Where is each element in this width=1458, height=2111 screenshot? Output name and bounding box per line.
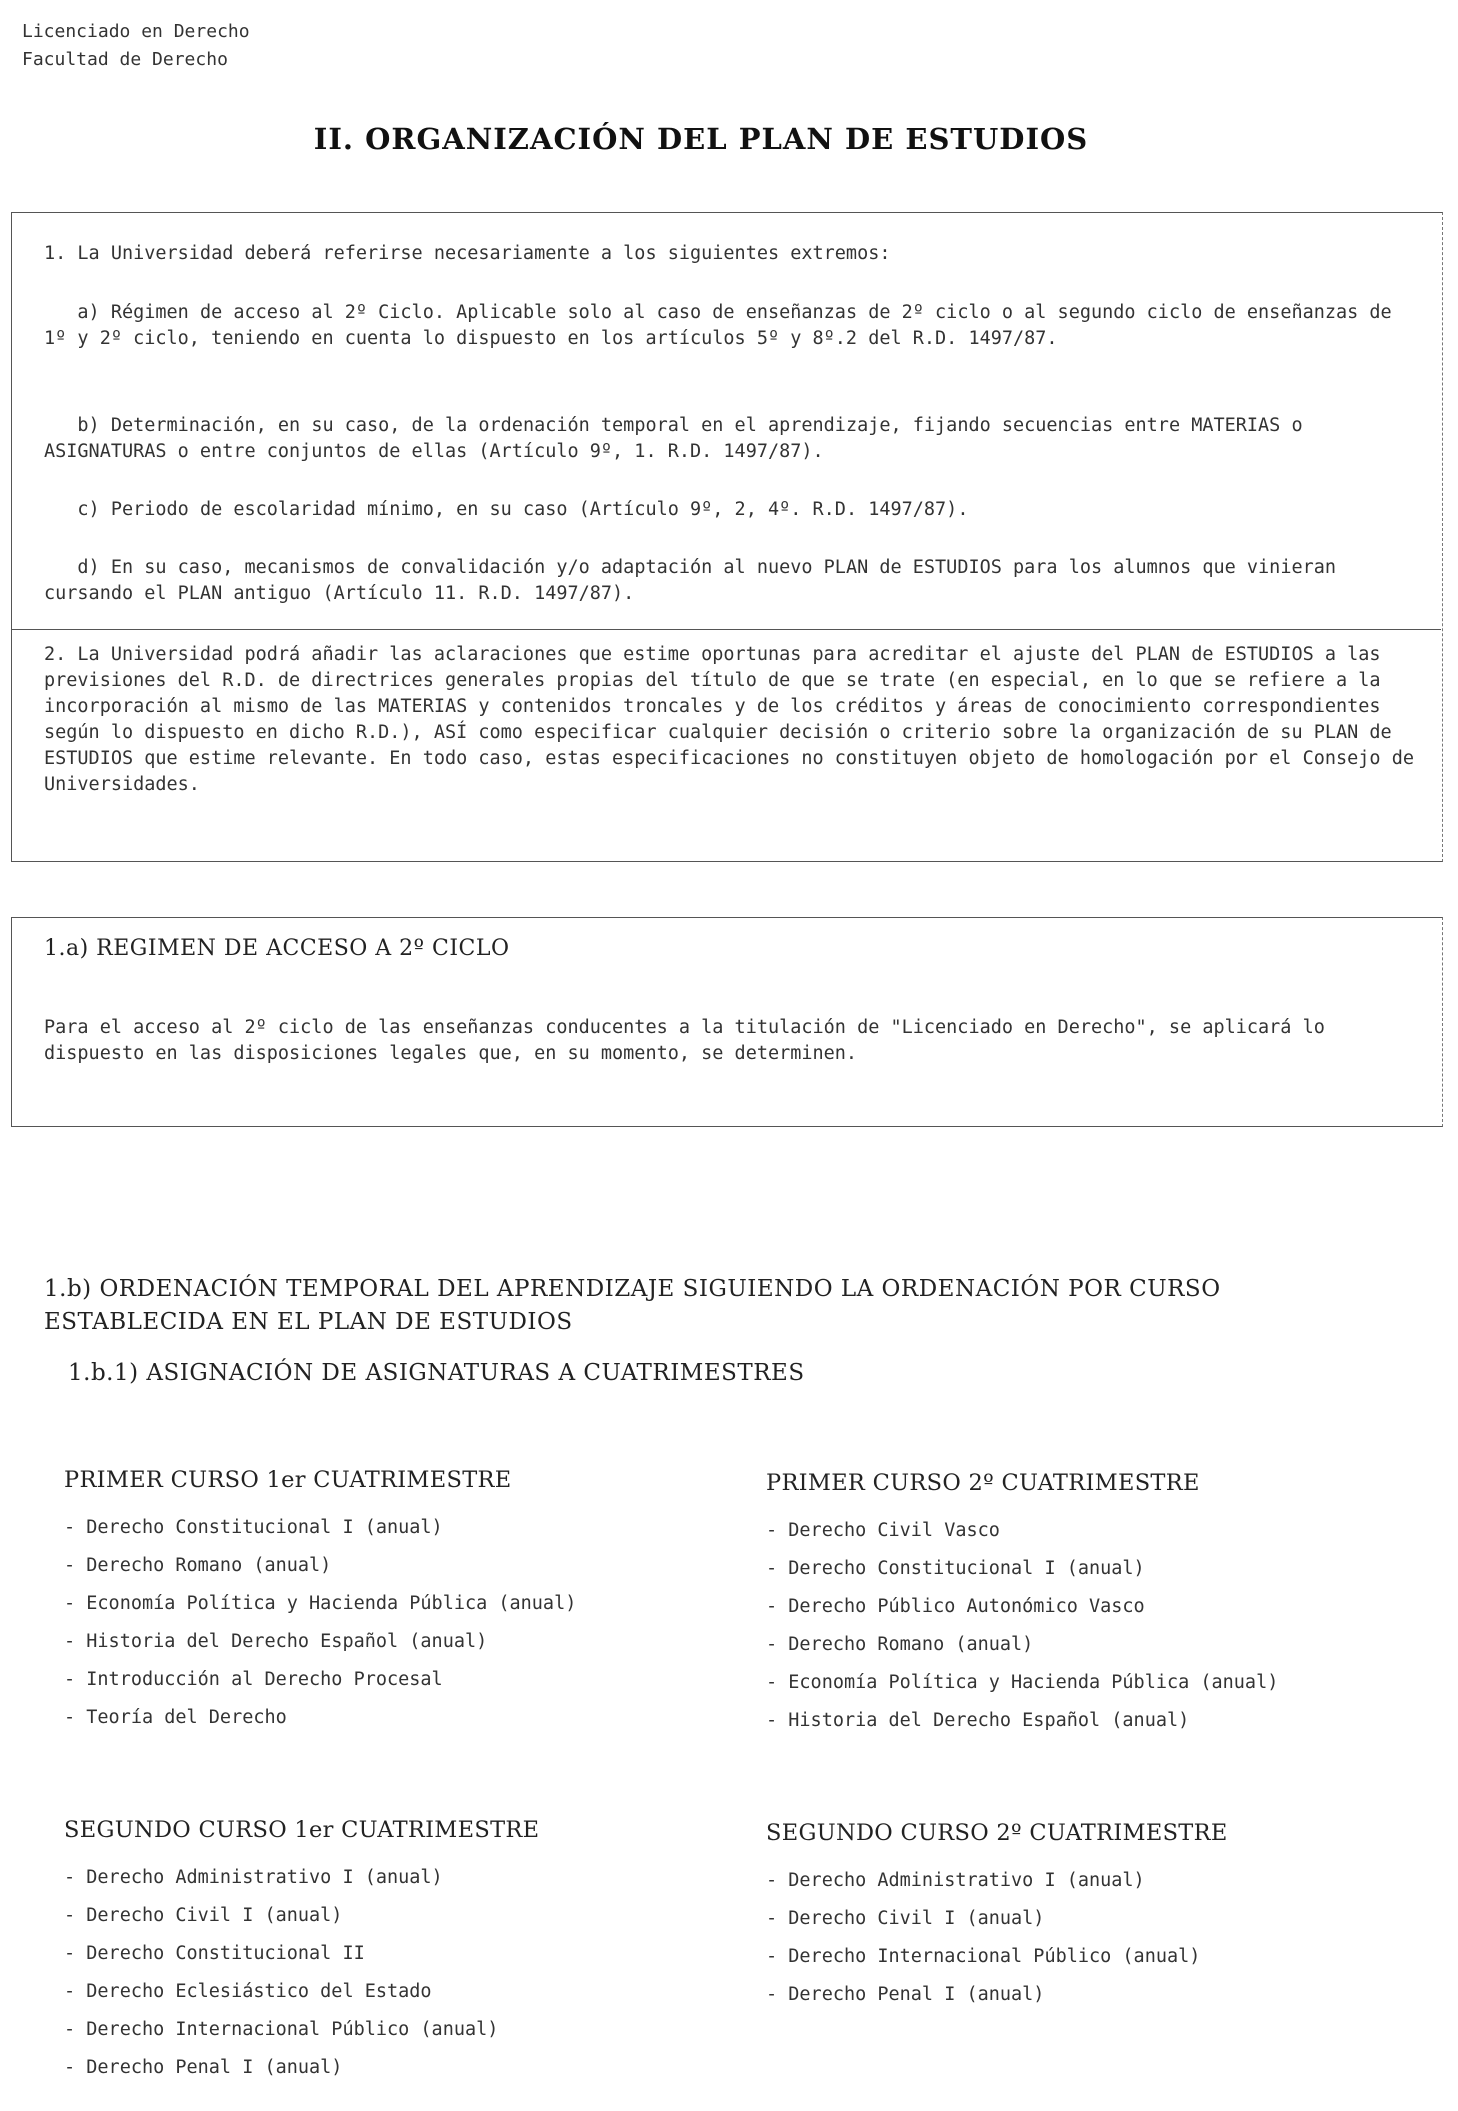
faculty-name: Facultad de Derecho [22,49,228,70]
subject-item: - Derecho Romano (anual) [64,1555,332,1576]
section-b1-subheading: 1.b.1) ASIGNACIÓN DE ASIGNATURAS A CUATRIMESTRES [68,1360,805,1386]
block-title: PRIMER CURSO 2º CUATRIMESTRE [766,1470,1200,1496]
instructions-intro: 1. La Universidad deberá referirse necesariamente a los siguientes extremos: [44,243,891,264]
instructions-item-b: b) Determinación, en su caso, de la ordenación temporal en el aprendizaje, fijando secuencias entre MATERIAS o ASIGNATURAS o entre conjuntos de ellas (Artículo 9º, 1. R.D. 1497/87). [44,415,1314,462]
page-title: II. ORGANIZACIÓN DEL PLAN DE ESTUDIOS [313,122,1089,156]
instructions-divider [11,629,1441,630]
second-year-semester-1 [64,1817,539,2087]
subject-item: - Derecho Constitucional I (anual) [766,1558,1145,1579]
subject-item: - Derecho Civil I (anual) [64,1905,343,1926]
subject-item: - Economía Política y Hacienda Pública (anual) [64,1593,577,1614]
first-year-semester-1 [64,1467,576,1737]
subject-item: - Derecho Civil I (anual) [766,1908,1045,1929]
subject-item: - Derecho Constitucional I (anual) [64,1517,443,1538]
subject-item: - Derecho Penal I (anual) [64,2057,343,2078]
instructions-item-d: d) En su caso, mecanismos de convalidación y/o adaptación al nuevo PLAN de ESTUDIOS para los alumnos que vinieran cursando el PLAN antiguo (Artículo 11. R.D. 1497/87). [44,557,1348,604]
subject-item: - Derecho Público Autonómico Vasco [766,1596,1145,1617]
block-title: SEGUNDO CURSO 1er CUATRIMESTRE [64,1817,540,1843]
subject-item: - Derecho Eclesiástico del Estado [64,1981,432,2002]
instructions-item-c: c) Periodo de escolaridad mínimo, en su caso (Artículo 9º, 2, 4º. R.D. 1497/87). [44,499,969,520]
subject-item: - Derecho Penal I (anual) [766,1984,1045,2005]
subject-item: - Derecho Administrativo I (anual) [766,1870,1145,1891]
subject-item: - Derecho Internacional Público (anual) [64,2019,499,2040]
access-regime-text: Para el acceso al 2º ciclo de las enseñanzas conducentes a la titulación de "Licenciado en Derecho", se aplicará lo dispuesto en las disposiciones legales que, en su momento, se determinen. [44,1017,1337,1064]
subject-item: - Historia del Derecho Español (anual) [64,1631,488,1652]
subject-item: - Introducción al Derecho Procesal [64,1669,443,1690]
subject-item: - Teoría del Derecho [64,1707,287,1728]
section-b-heading: 1.b) ORDENACIÓN TEMPORAL DEL APRENDIZAJE SIGUIENDO LA ORDENACIÓN POR CURSO ESTABLECIDA EN EL PLAN DE ESTUDIOS [44,1276,1221,1335]
subject-item: - Derecho Administrativo I (anual) [64,1867,443,1888]
block-title: SEGUNDO CURSO 2º CUATRIMESTRE [766,1820,1228,1846]
degree-name: Licenciado en Derecho [22,21,250,42]
subject-item: - Derecho Constitucional II [64,1943,365,1964]
document-header [22,18,250,74]
access-regime-heading: 1.a) REGIMEN DE ACCESO A 2º CICLO [44,936,510,961]
second-year-semester-2 [766,1820,1228,2014]
block-title: PRIMER CURSO 1er CUATRIMESTRE [64,1467,512,1493]
subject-item: - Economía Política y Hacienda Pública (anual) [766,1672,1279,1693]
subject-item: - Derecho Romano (anual) [766,1634,1034,1655]
first-year-semester-2 [766,1470,1278,1740]
subject-item: - Historia del Derecho Español (anual) [766,1710,1190,1731]
subject-item: - Derecho Internacional Público (anual) [766,1946,1201,1967]
subject-item: - Derecho Civil Vasco [766,1520,1000,1541]
instructions-point-2: 2. La Universidad podrá añadir las aclaraciones que estime oportunas para acreditar el ajuste del PLAN de ESTUDIOS a las previsiones del R.D. de directrices generales propias del título de que se trate (en especial, en lo que se refiere a la incorporación al mismo de las MATERIAS y contenidos troncales y de los créditos y áreas de conocimiento correspondientes según lo dispuesto en dicho R.D.), ASÍ como especificar cualquier decisión o criterio sobre la organización de su PLAN de ESTUDIOS que estime relevante. En todo caso, estas especificaciones no constituyen objeto de homologación por el Consejo de Universidades. [44,644,1426,795]
instructions-item-a: a) Régimen de acceso al 2º Ciclo. Aplicable solo al caso de enseñanzas de 2º ciclo o al segundo ciclo de enseñanzas de 1º y 2º ciclo, teniendo en cuenta lo dispuesto en los artículos 5º y 8º.2 del R.D. 1497/87. [44,302,1403,349]
